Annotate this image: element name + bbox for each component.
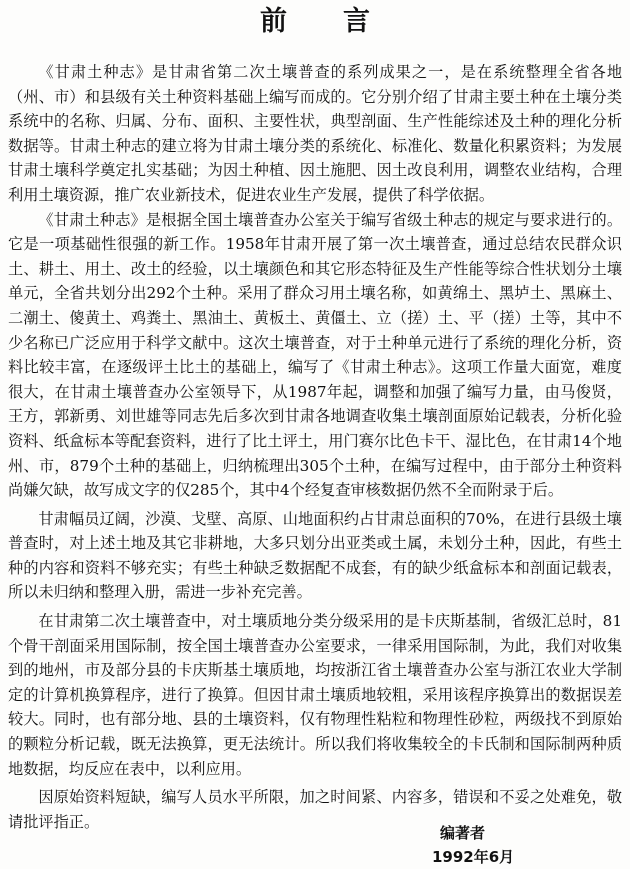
title-char: 言 bbox=[343, 6, 370, 37]
signature-author: 编著者 bbox=[440, 824, 486, 842]
paragraph: 《甘肃土种志》是根据全国土壤普查办公室关于编写省级土种志的规定与要求进行的。它是一项基础性很强的新工作。1958年甘肃开展了第一次土壤普查，通过总结农民群众识土、耕土、用土、改土的经验，以土壤颜色和其它形态特征及生产性能等综合性状划分土壤单元，全省共划分出292个土种。采用了群众习用土壤名称，如黄绵土、黑垆土、黑麻土、二潮土、傻黄土、鸡粪土、黑油土、黄板土、黄僵土、立（搓）土、平（搓）土等，其中不少名称已广泛应用于科学文献中。这次土壤普查，对于土种单元进行了系统的理化分析，资料比较丰富，在逐级评土比土的基础上，编写了《甘肃土种志》。这项工作量大面宽，难度很大，在甘肃土壤普查办公室领导下，从1987年起，调整和加强了编写力量，由马俊贤，王方，郭新勇、刘世雄等同志先后多次到甘肃各地调查收集土壤剖面原始记载表，分析化验资料、纸盒标本等配套资料，进行了比土评土，用门赛尔比色卡干、湿比色，在甘肃14个地州、市，879个土种的基础上，归纳梳理出305个土种，在编写过程中，由于部分土种资料尚嫌欠缺，故写成文字的仅285个，其中4个经复查审核数据仍然不全而附录于后。 bbox=[8, 210, 622, 500]
preface-body bbox=[8, 60, 622, 834]
page-title bbox=[0, 4, 630, 40]
signature-date: 1992年6月 bbox=[432, 848, 515, 866]
paragraph: 在甘肃第二次土壤普查中，对土壤质地分类分级采用的是卡庆斯基制，省级汇总时，81个骨干剖面采用国际制，按全国土壤普查办公室要求，一律采用国际制，为此，我们对收集到的地州，市及部分县的卡庆斯基土壤质地，均按浙江省土壤普查办公室与浙江农业大学制定的计算机换算程序，进行了换算。但因甘肃土壤质地较粗，采用该程序换算出的数据误差较大。同时，也有部分地、县的土壤资料，仅有物理性粘粒和物理性砂粒，两级找不到原始的颗粒分析记载，既无法换算，更无法统计。所以我们将收集较全的卡氏制和国际制两种质地数据，均反应在表中，以利应用。 bbox=[8, 612, 622, 778]
paragraph: 甘肃幅员辽阔，沙漠、戈壁、高原、山地面积约占甘肃总面积的70%，在进行县级土壤普查时，对上述土地及其它非耕地，大多只划分出亚类或土属，未划分土种，因此，有些土种的内容和资料不够充实；有些土种缺乏数据配不成套，有的缺少纸盒标本和剖面记载表，所以未归纳和整理入册，需进一步补充完善。 bbox=[8, 509, 622, 602]
paragraph: 《甘肃土种志》是甘肃省第二次土壤普查的系列成果之一，是在系统整理全省各地（州、市）和县级有关土种资料基础上编写而成的。它分别介绍了甘肃主要土种在土壤分类系统中的名称、归属、分布、面积、主要性状，典型剖面、生产性能综述及土种的理化分析数据等。甘肃土种志的建立将为甘肃土壤分类的系统化、标准化、数量化积累资料；为发展甘肃土壤科学奠定扎实基础；为因土种植、因土施肥、因土改良利用，调整农业结构，合理利用土壤资源，推广农业新技术，促进农业生产发展，提供了科学依据。 bbox=[8, 63, 622, 204]
paragraph: 因原始资料短缺，编写人员水平所限，加之时间紧、内容多，错误和不妥之处难免，敬请批评指正。 bbox=[8, 788, 622, 831]
title-char: 前 bbox=[260, 6, 287, 37]
